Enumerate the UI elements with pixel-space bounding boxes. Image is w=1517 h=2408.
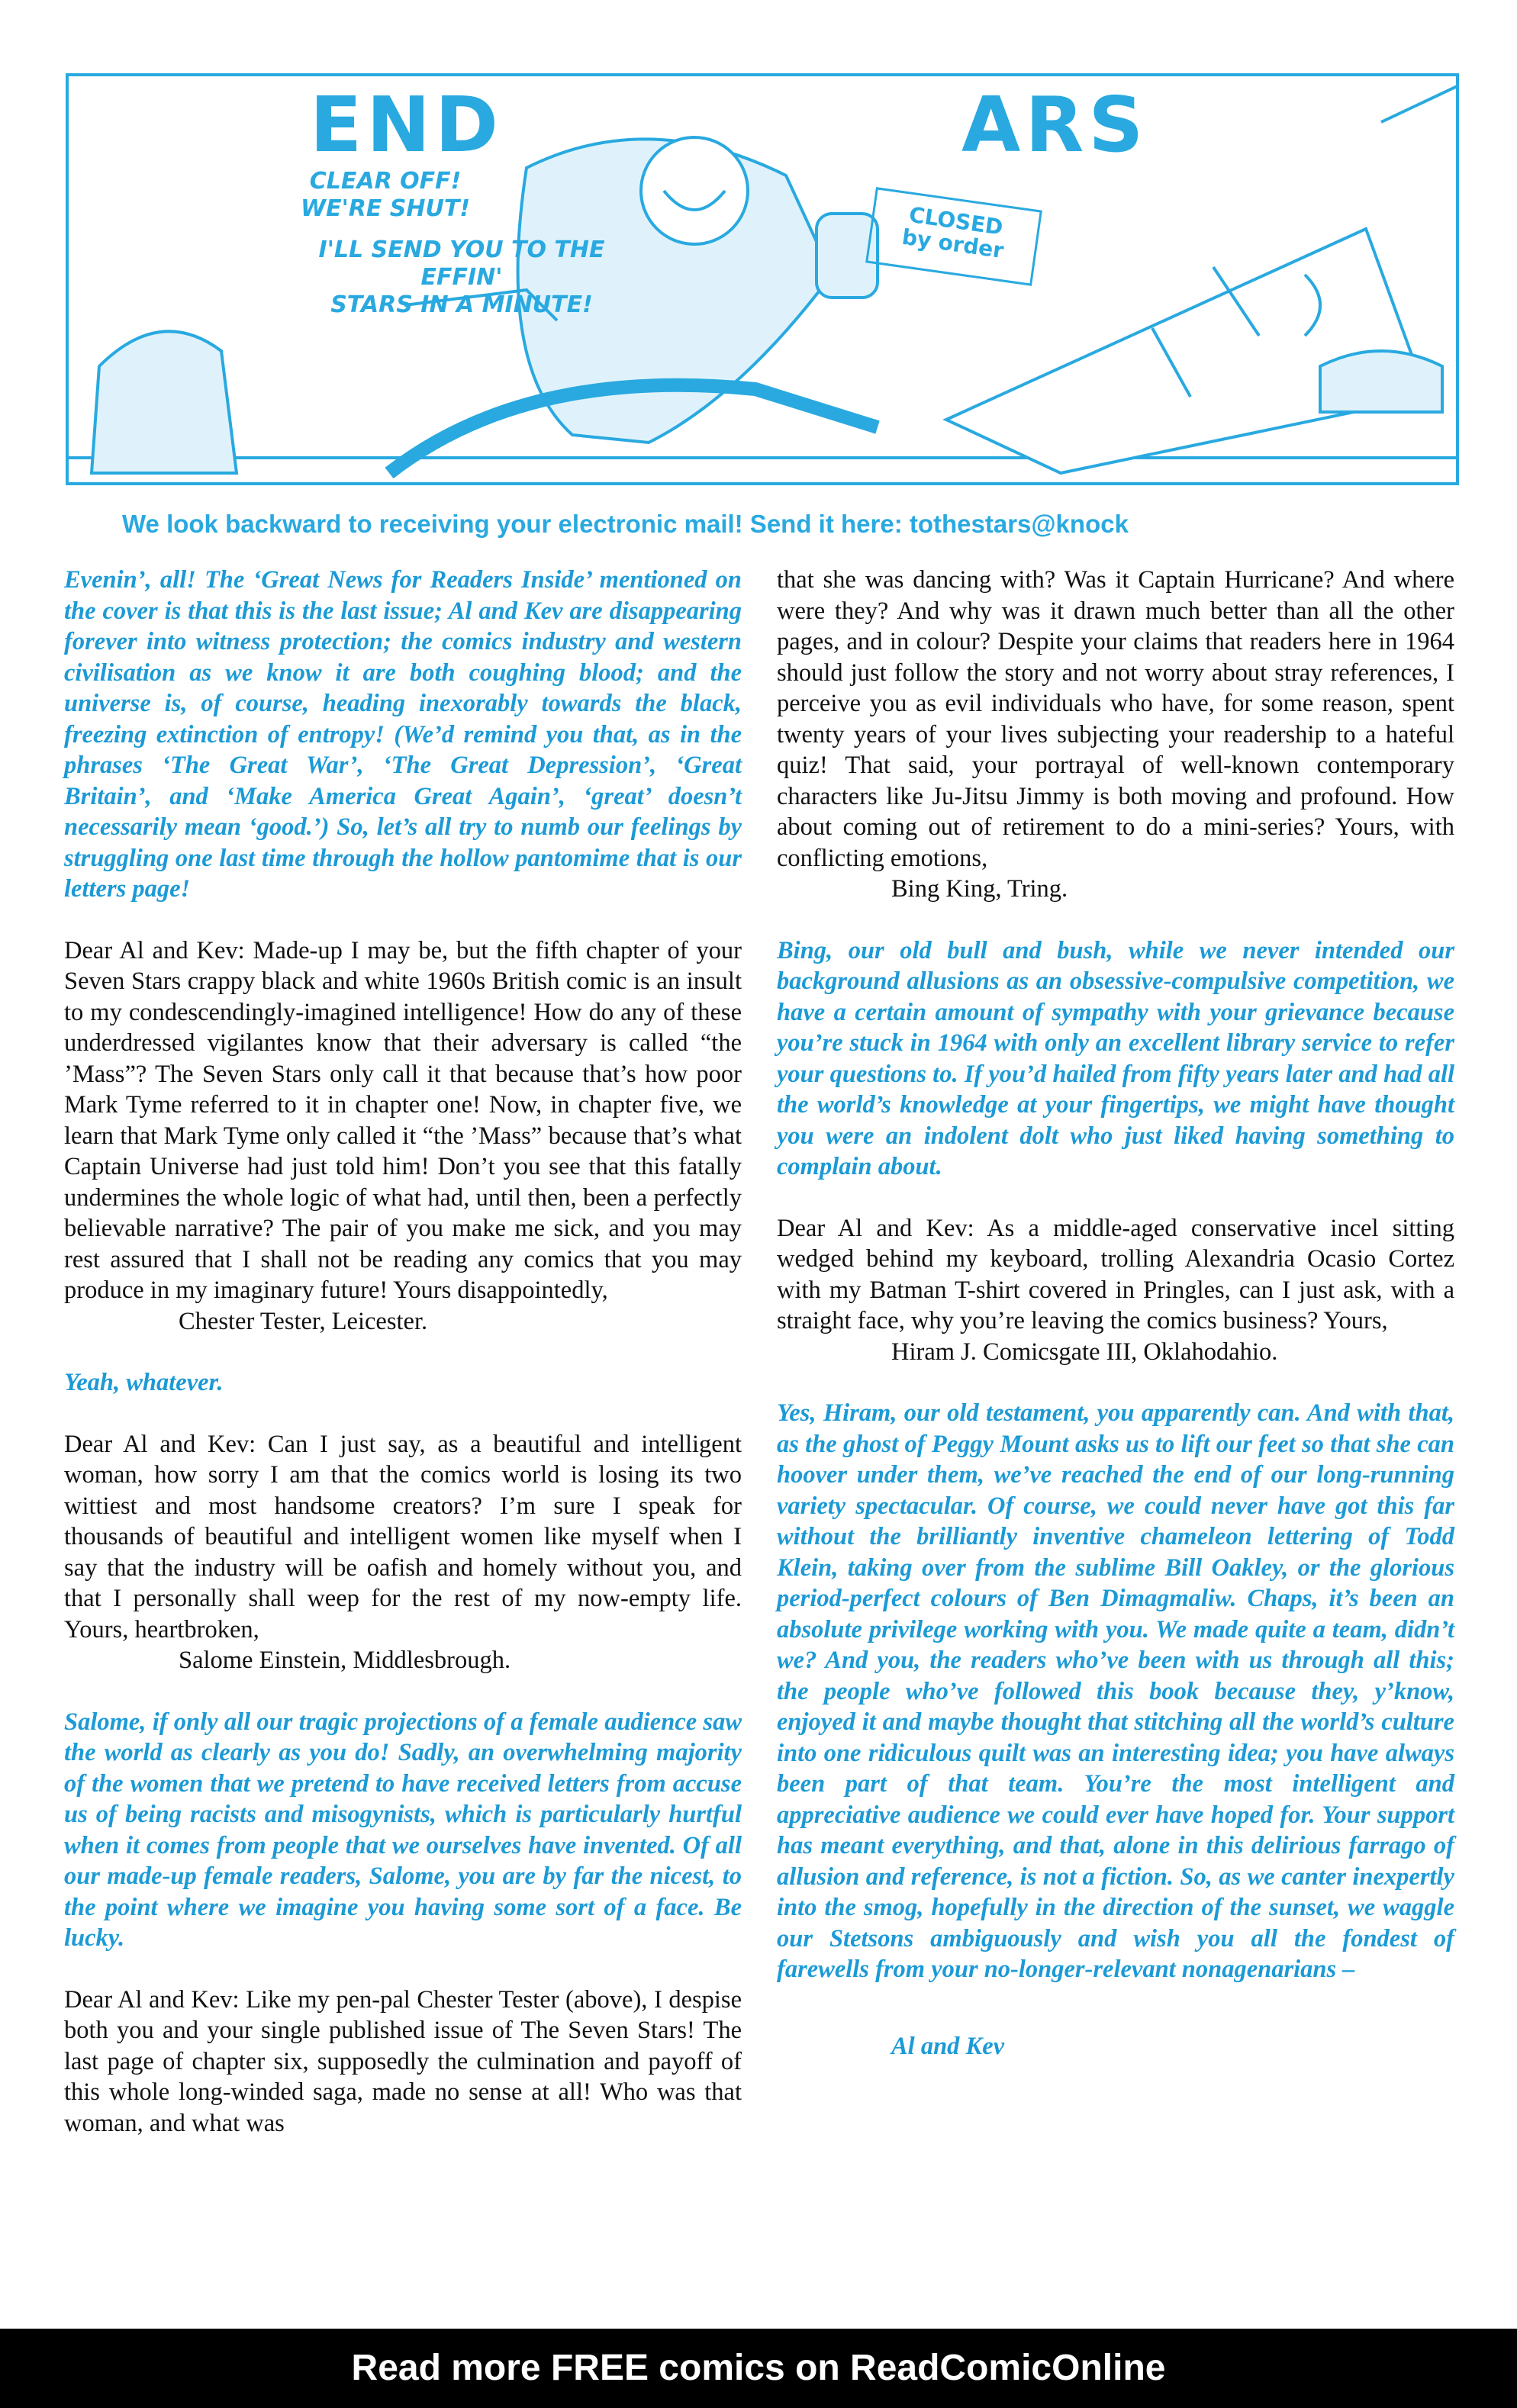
banner-title-left: END — [310, 80, 504, 169]
footer-banner[interactable]: Read more FREE comics on ReadComicOnline — [0, 2329, 1517, 2408]
letter-body: Dear Al and Kev: As a middle-aged conservative incel sitting wedged behind my keyboard, trolling Alexandria Ocasio Cortez with my Batman T-shirt covered in Pringles, can I just ask, with a straight face, why you’re leaving the comics business? Yours, — [777, 1214, 1454, 1334]
letters-column-left — [64, 565, 742, 2169]
letter-hiram — [777, 1213, 1454, 1368]
letter-body: Dear Al and Kev: Can I just say, as a beautiful and intelligent woman, how sorry I am that the comics world is losing its two wittiest and most handsome creators? I’m sure I speak for thousands of beautiful and intelligent women like myself when I say that the industry will be oafish and homely without you, and that I personally shall weep for the rest of my now-empty life. Yours, heartbroken, — [64, 1430, 742, 1643]
email-invitation: We look backward to receiving your electronic mail! Send it here: tothestars@knock — [122, 510, 1129, 538]
reply-chester: Yeah, whatever. — [64, 1369, 224, 1396]
speech-bubble-2: I'LL SEND YOU TO THE EFFIN' STARS IN A MINUTE! — [318, 237, 605, 318]
letter-bing-end — [777, 565, 1454, 905]
letter-signature: Chester Tester, Leicester. — [179, 1307, 428, 1335]
letters-column-right — [777, 565, 1454, 2092]
reply-hiram: Yes, Hiram, our old testament, you apparently can. And with that, as the ghost of Peggy Mount asks us to lift our feet so that she can hoover under them, we’ve reached the end of our long-running variety spectacular. Of course, we could never have got this far without the brilliantly inventive chameleon lettering of Todd Klein, taking over from the sublime Bill Oakley, or the glorious period-perfect colours of Ben Dimagmaliw. Chaps, it’s been an absolute privilege working with you. We made quite a team, didn’t we? And you, the readers who’ve been with us through all this; the people who’ve followed this book because they, y’know, enjoyed it and maybe thought that stitching all the world’s culture into one ridiculous quilt was an interesting idea; you have always been part of that team. You’re the most intelligent and appreciative audience we could ever have hoped for. Your support has meant everything, and that, alone in this delirious farrago of allusion and reference, is not a fiction. So, as we canter inexpertly into the smog, hopefully in the direction of the sunset, we waggle our Stetsons ambiguously and wish you all the fondest of farewells from your no-longer-relevant nonagenarians – — [777, 1399, 1454, 1983]
letter-signature: Hiram J. Comicsgate III, Oklahodahio. — [891, 1338, 1278, 1366]
speech-bubble-1: CLEAR OFF! WE'RE SHUT! — [300, 168, 471, 222]
header-illustration — [66, 73, 1459, 485]
signoff: Al and Kev — [891, 2032, 1005, 2060]
letter-body: Dear Al and Kev: Made-up I may be, but the fifth chapter of your Seven Stars crappy black and white 1960s British comic is an insult to my condescendingly-imagined intelligence! How do any of these underdressed vigilantes know that their adversary is called “the ’Mass”? The Seven Stars only call it that because that’s how poor Mark Tyme referred to it in chapter one! Now, in chapter five, we learn that Mark Tyme only called it “the ’Mass” because that’s what Captain Universe had just told him! Don’t you see that this fatally undermines the whole logic of what had, until then, been a perfectly believable narrative? The pair of you make me sick, and you may rest assured that I shall not be reading any comics that you may produce in my imaginary future! Yours disappointedly, — [64, 936, 742, 1304]
banner-title-right: ARS — [961, 80, 1148, 169]
letter-signature: Salome Einstein, Middlesbrough. — [179, 1647, 511, 1674]
letter-chester — [64, 935, 742, 1338]
reply-salome: Salome, if only all our tragic projections of a female audience saw the world as clearly as you do! Sadly, an overwhelming majority of the women that we pretend to have received letters from accuse us of being racists and misogynists, which is particularly hurtful when it comes from people that we ourselves have invented. Of all our made-up female readers, Salome, you are by far the nicest, to the point where we imagine you having some sort of a face. Be lucky. — [64, 1708, 742, 1952]
letter-signature: Bing King, Tring. — [891, 875, 1068, 903]
reply-bing: Bing, our old bull and bush, while we never intended our background allusions as an obsessive-compulsive competition, we have a certain amount of sympathy with your grievance because you’re stuck in 1964 with only an excellent library service to refer your questions to. If you’d hailed from fifty years later and had all the world’s knowledge at your fingertips, we might have thought you were an indolent dolt who just liked having something to complain about. — [777, 936, 1454, 1180]
letter-body: that she was dancing with? Was it Captain Hurricane? And where were they? And why was it drawn much better than all the other pages, and in colour? Despite your claims that readers here in 1964 should just follow the story and not worry about stray references, I perceive you as evil individuals who have, for some reason, spent twenty years of your lives subjecting your readership to a hateful quiz! That said, your portrayal of well-known contemporary characters like Ju-Jitsu Jimmy is both moving and profound. How about coming out of retirement to do a mini-series? Yours, with conflicting emotions, — [777, 566, 1454, 872]
letter-salome — [64, 1429, 742, 1676]
comic-artwork — [69, 76, 1459, 485]
closed-sign: CLOSED by order — [865, 187, 1042, 286]
editor-intro: Evenin’, all! The ‘Great News for Readers Inside’ mentioned on the cover is that this is the last issue; Al and Kev are disappearing forever into witness protection; the comics industry and western civilisation as we know it are both coughing blood; and the universe is, of course, heading inexorably towards the black, freezing extinction of entropy! (We’d remind you that, as in the phrases ‘The Great War’, ‘The Great Depression’, ‘Great Britain’, and ‘Make America Great Again’, ‘great’ doesn’t necessarily mean ‘good.’) So, let’s all try to numb our feelings by struggling one last time through the hollow pantomime that is our letters page! — [64, 566, 742, 903]
letter-bing-start: Dear Al and Kev: Like my pen-pal Chester Tester (above), I despise both you and your single published issue of The Seven Stars! The last page of chapter six, supposedly the culmination and payoff of this whole long-winded saga, made no sense at all! Who was that woman, and what was — [64, 1985, 742, 2137]
